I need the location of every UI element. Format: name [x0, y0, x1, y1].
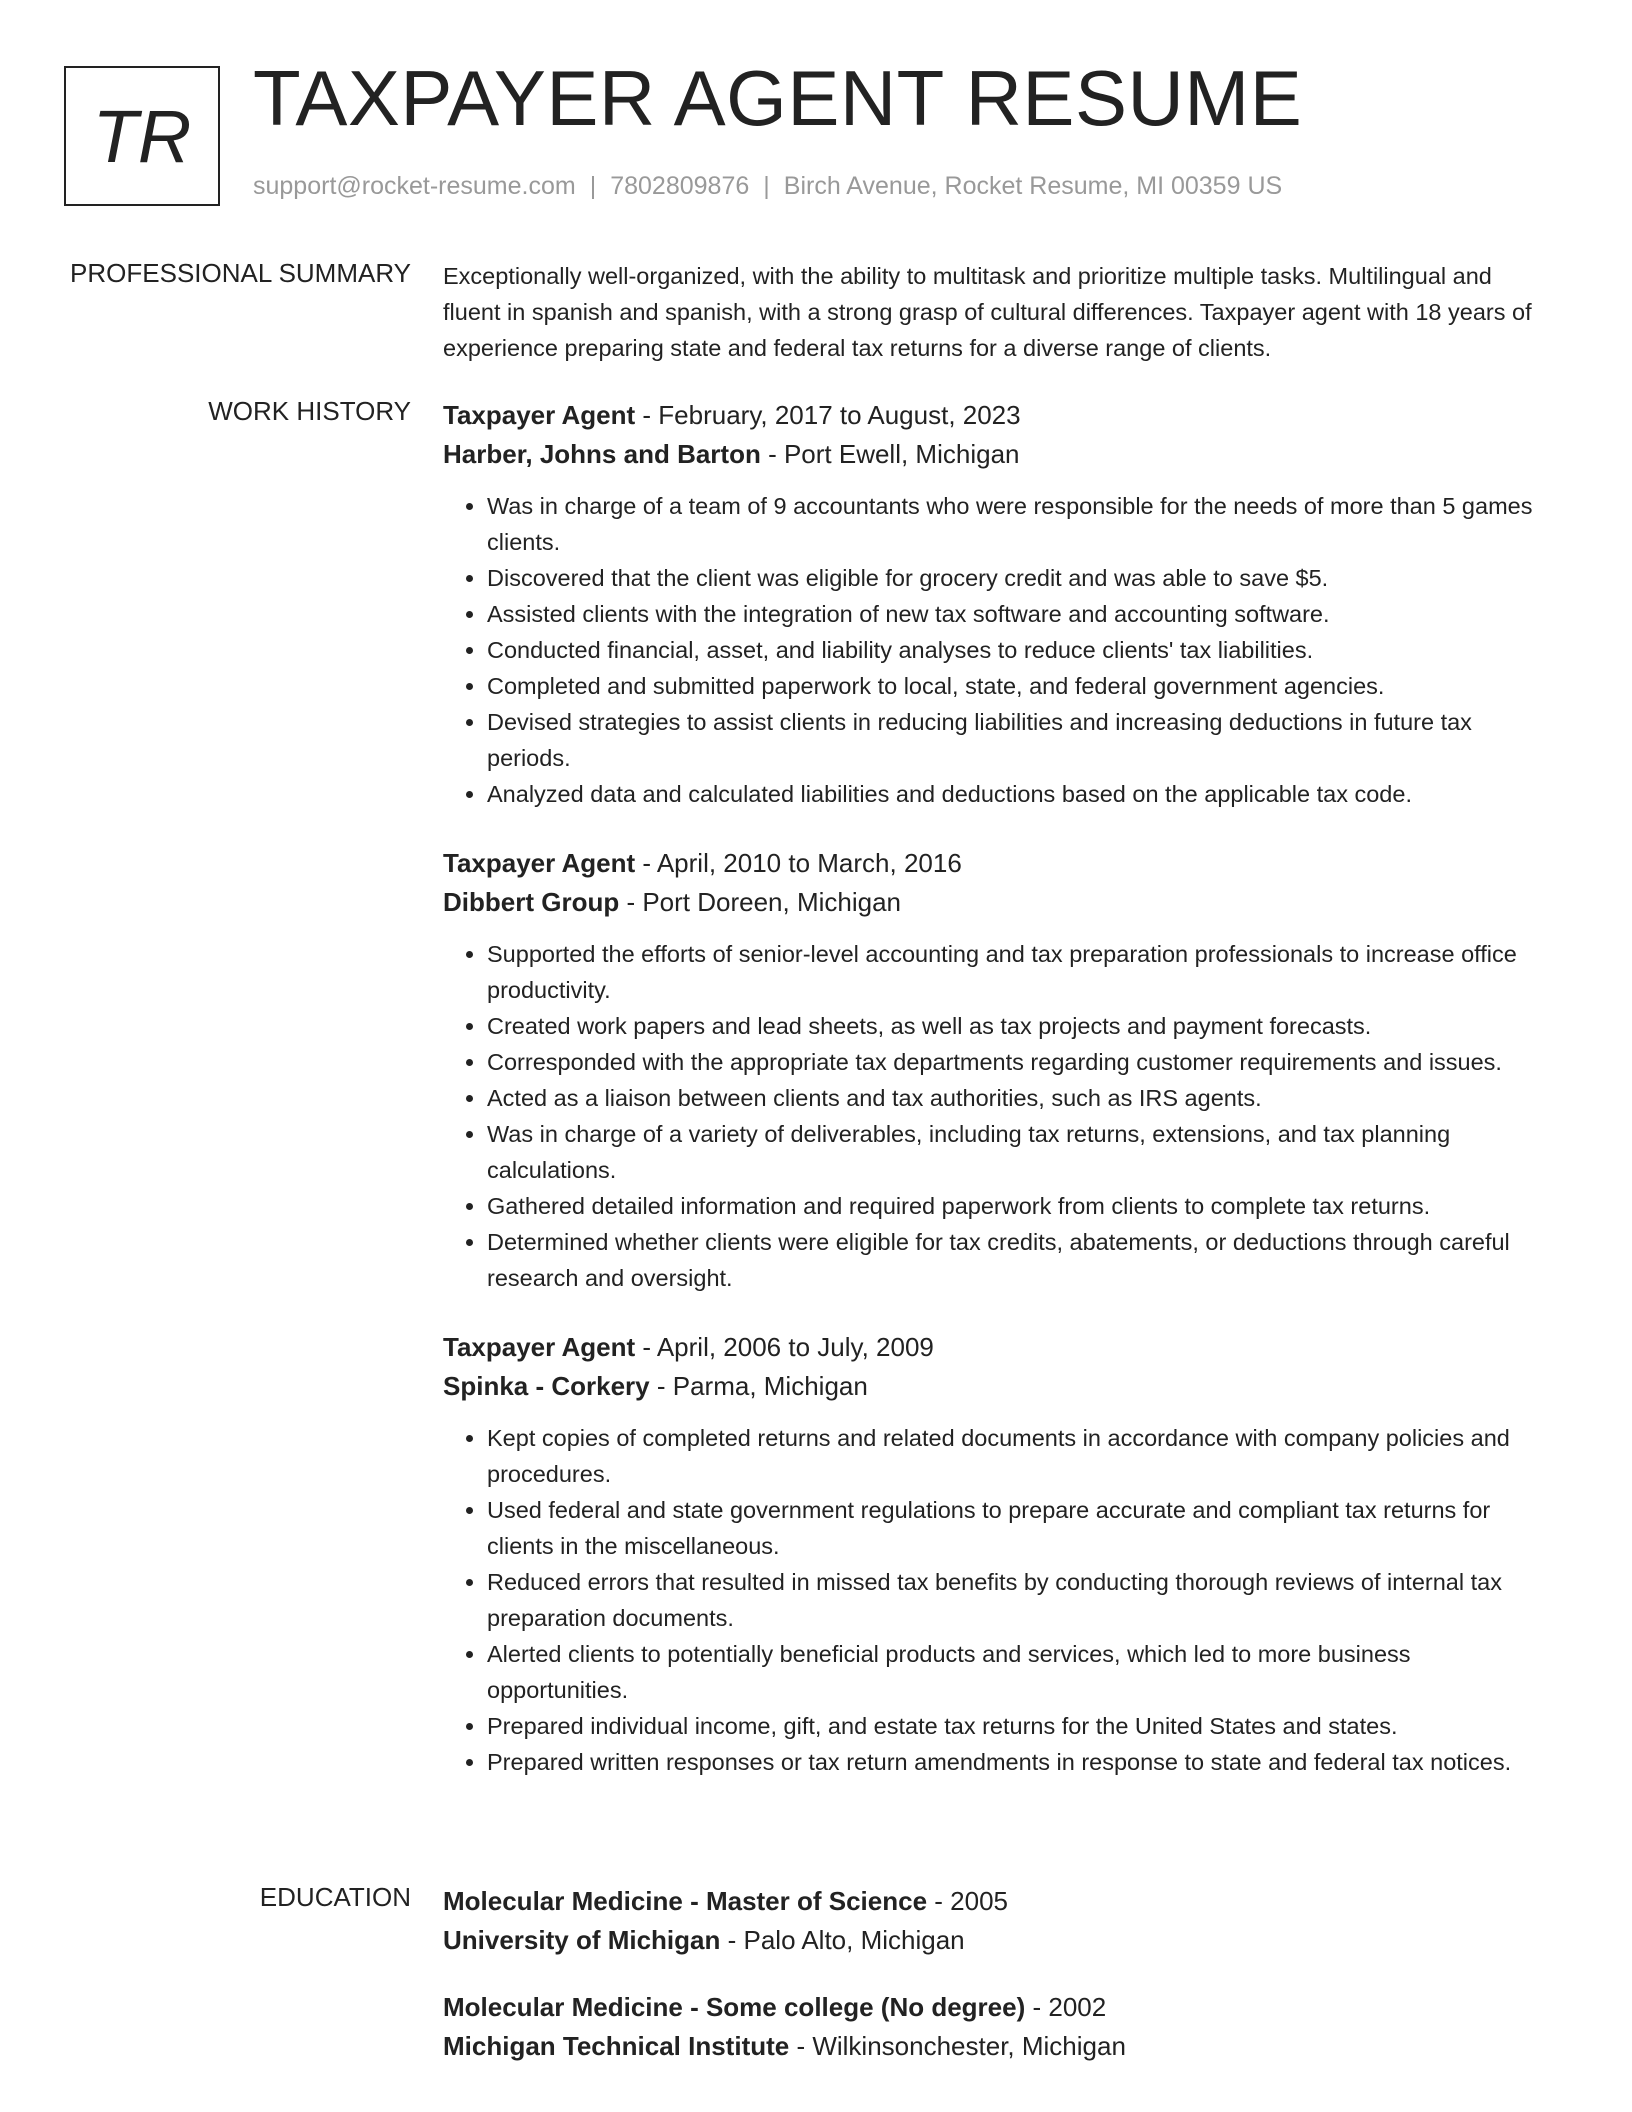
education-degree: Molecular Medicine - Some college (No degree) [443, 1992, 1026, 2022]
job-entry [443, 844, 1553, 1296]
monogram-logo: TR [64, 66, 220, 206]
job-bullet: • Gathered detailed information and required paperwork from clients to complete tax returns. [487, 1188, 1553, 1224]
job-dates: - April, 2010 to March, 2016 [635, 848, 962, 878]
job-company: Spinka - Corkery [443, 1371, 650, 1401]
job-company-line [443, 1367, 1553, 1406]
job-bullet: • Alerted clients to potentially beneficial products and services, which led to more business opportunities. [487, 1636, 1553, 1708]
job-bullet: • Was in charge of a variety of deliverables, including tax returns, extensions, and tax planning calculations. [487, 1116, 1553, 1188]
job-bullets [443, 936, 1553, 1296]
job-bullets [443, 488, 1553, 812]
job-bullet: • Kept copies of completed returns and related documents in accordance with company policies and procedures. [487, 1420, 1553, 1492]
job-dates: - February, 2017 to August, 2023 [635, 400, 1021, 430]
job-bullet: • Created work papers and lead sheets, as well as tax projects and payment forecasts. [487, 1008, 1553, 1044]
education-school: Michigan Technical Institute [443, 2031, 790, 2061]
job-bullet: • Reduced errors that resulted in missed tax benefits by conducting thorough reviews of internal tax preparation documents. [487, 1564, 1553, 1636]
education-school-line [443, 1921, 1553, 1960]
education-degree-line [443, 1882, 1553, 1921]
job-bullet: • Prepared written responses or tax return amendments in response to state and federal tax notices. [487, 1744, 1553, 1780]
job-company-line [443, 883, 1553, 922]
job-bullet: • Conducted financial, asset, and liability analyses to reduce clients' tax liabilities. [487, 632, 1553, 668]
contact-email[interactable]: support@rocket-resume.com [253, 172, 576, 200]
job-location: - Port Doreen, Michigan [619, 887, 902, 917]
contact-address: Birch Avenue, Rocket Resume, MI 00359 US [783, 172, 1283, 200]
contact-phone: 7802809876 [610, 172, 750, 200]
education-year: - 2002 [1025, 1992, 1107, 2022]
section-label-education: EDUCATION [259, 1882, 411, 1912]
education-school: University of Michigan [443, 1925, 721, 1955]
job-bullet: • Corresponded with the appropriate tax departments regarding customer requirements and issues. [487, 1044, 1553, 1080]
job-entry [443, 1328, 1553, 1780]
job-bullet: • Used federal and state government regulations to prepare accurate and compliant tax returns for clients in the miscellaneous. [487, 1492, 1553, 1564]
job-company: Dibbert Group [443, 887, 620, 917]
job-bullet: • Analyzed data and calculated liabilities and deductions based on the applicable tax code. [487, 776, 1553, 812]
job-title-line [443, 1328, 1553, 1367]
job-company: Harber, Johns and Barton [443, 439, 761, 469]
job-entry [443, 396, 1553, 812]
education-year: - 2005 [927, 1886, 1008, 1916]
education-degree: Molecular Medicine - Master of Science [443, 1886, 928, 1916]
job-title: Taxpayer Agent [443, 1332, 636, 1362]
job-bullets [443, 1420, 1553, 1780]
job-bullet: • Acted as a liaison between clients and tax authorities, such as IRS agents. [487, 1080, 1553, 1116]
contact-line [253, 172, 1282, 201]
job-title-line [443, 844, 1553, 883]
section-label-work-history: WORK HISTORY [208, 396, 411, 426]
job-dates: - April, 2006 to July, 2009 [635, 1332, 934, 1362]
resume-title: TAXPAYER AGENT RESUME [253, 54, 1303, 142]
summary-text: Exceptionally well-organized, with the ability to multitask and prioritize multiple tasks. Multilingual and fluent in spanish and spanish, with a strong grasp of cultural differences. Taxpayer agent with 18 years of experience preparing state and federal tax returns for a diverse range of clients. [443, 263, 1532, 361]
job-bullet: • Discovered that the client was eligible for grocery credit and was able to save $5. [487, 560, 1553, 596]
job-title: Taxpayer Agent [443, 848, 636, 878]
job-bullet: • Supported the efforts of senior-level accounting and tax preparation professionals to increase office productivity. [487, 936, 1553, 1008]
job-bullet: • Prepared individual income, gift, and estate tax returns for the United States and states. [487, 1708, 1553, 1744]
job-location: - Parma, Michigan [649, 1371, 868, 1401]
job-bullet: • Completed and submitted paperwork to local, state, and federal government agencies. [487, 668, 1553, 704]
job-bullet: • Devised strategies to assist clients in reducing liabilities and increasing deductions in future tax periods. [487, 704, 1553, 776]
education-location: - Palo Alto, Michigan [720, 1925, 965, 1955]
job-bullet: • Was in charge of a team of 9 accountants who were responsible for the needs of more than 5 games clients. [487, 488, 1553, 560]
education-entry [443, 1988, 1553, 2066]
section-label-summary: PROFESSIONAL SUMMARY [70, 258, 411, 288]
job-title: Taxpayer Agent [443, 400, 636, 430]
contact-separator: | [589, 172, 597, 200]
education-location: - Wilkinsonchester, Michigan [789, 2031, 1126, 2061]
job-bullet: • Determined whether clients were eligible for tax credits, abatements, or deductions through careful research and oversight. [487, 1224, 1553, 1296]
job-company-line [443, 435, 1553, 474]
job-bullet: • Assisted clients with the integration of new tax software and accounting software. [487, 596, 1553, 632]
contact-separator: | [763, 172, 770, 200]
education-degree-line [443, 1988, 1553, 2027]
job-location: - Port Ewell, Michigan [760, 439, 1020, 469]
education-school-line [443, 2027, 1553, 2066]
education-entry [443, 1882, 1553, 1960]
job-title-line [443, 396, 1553, 435]
